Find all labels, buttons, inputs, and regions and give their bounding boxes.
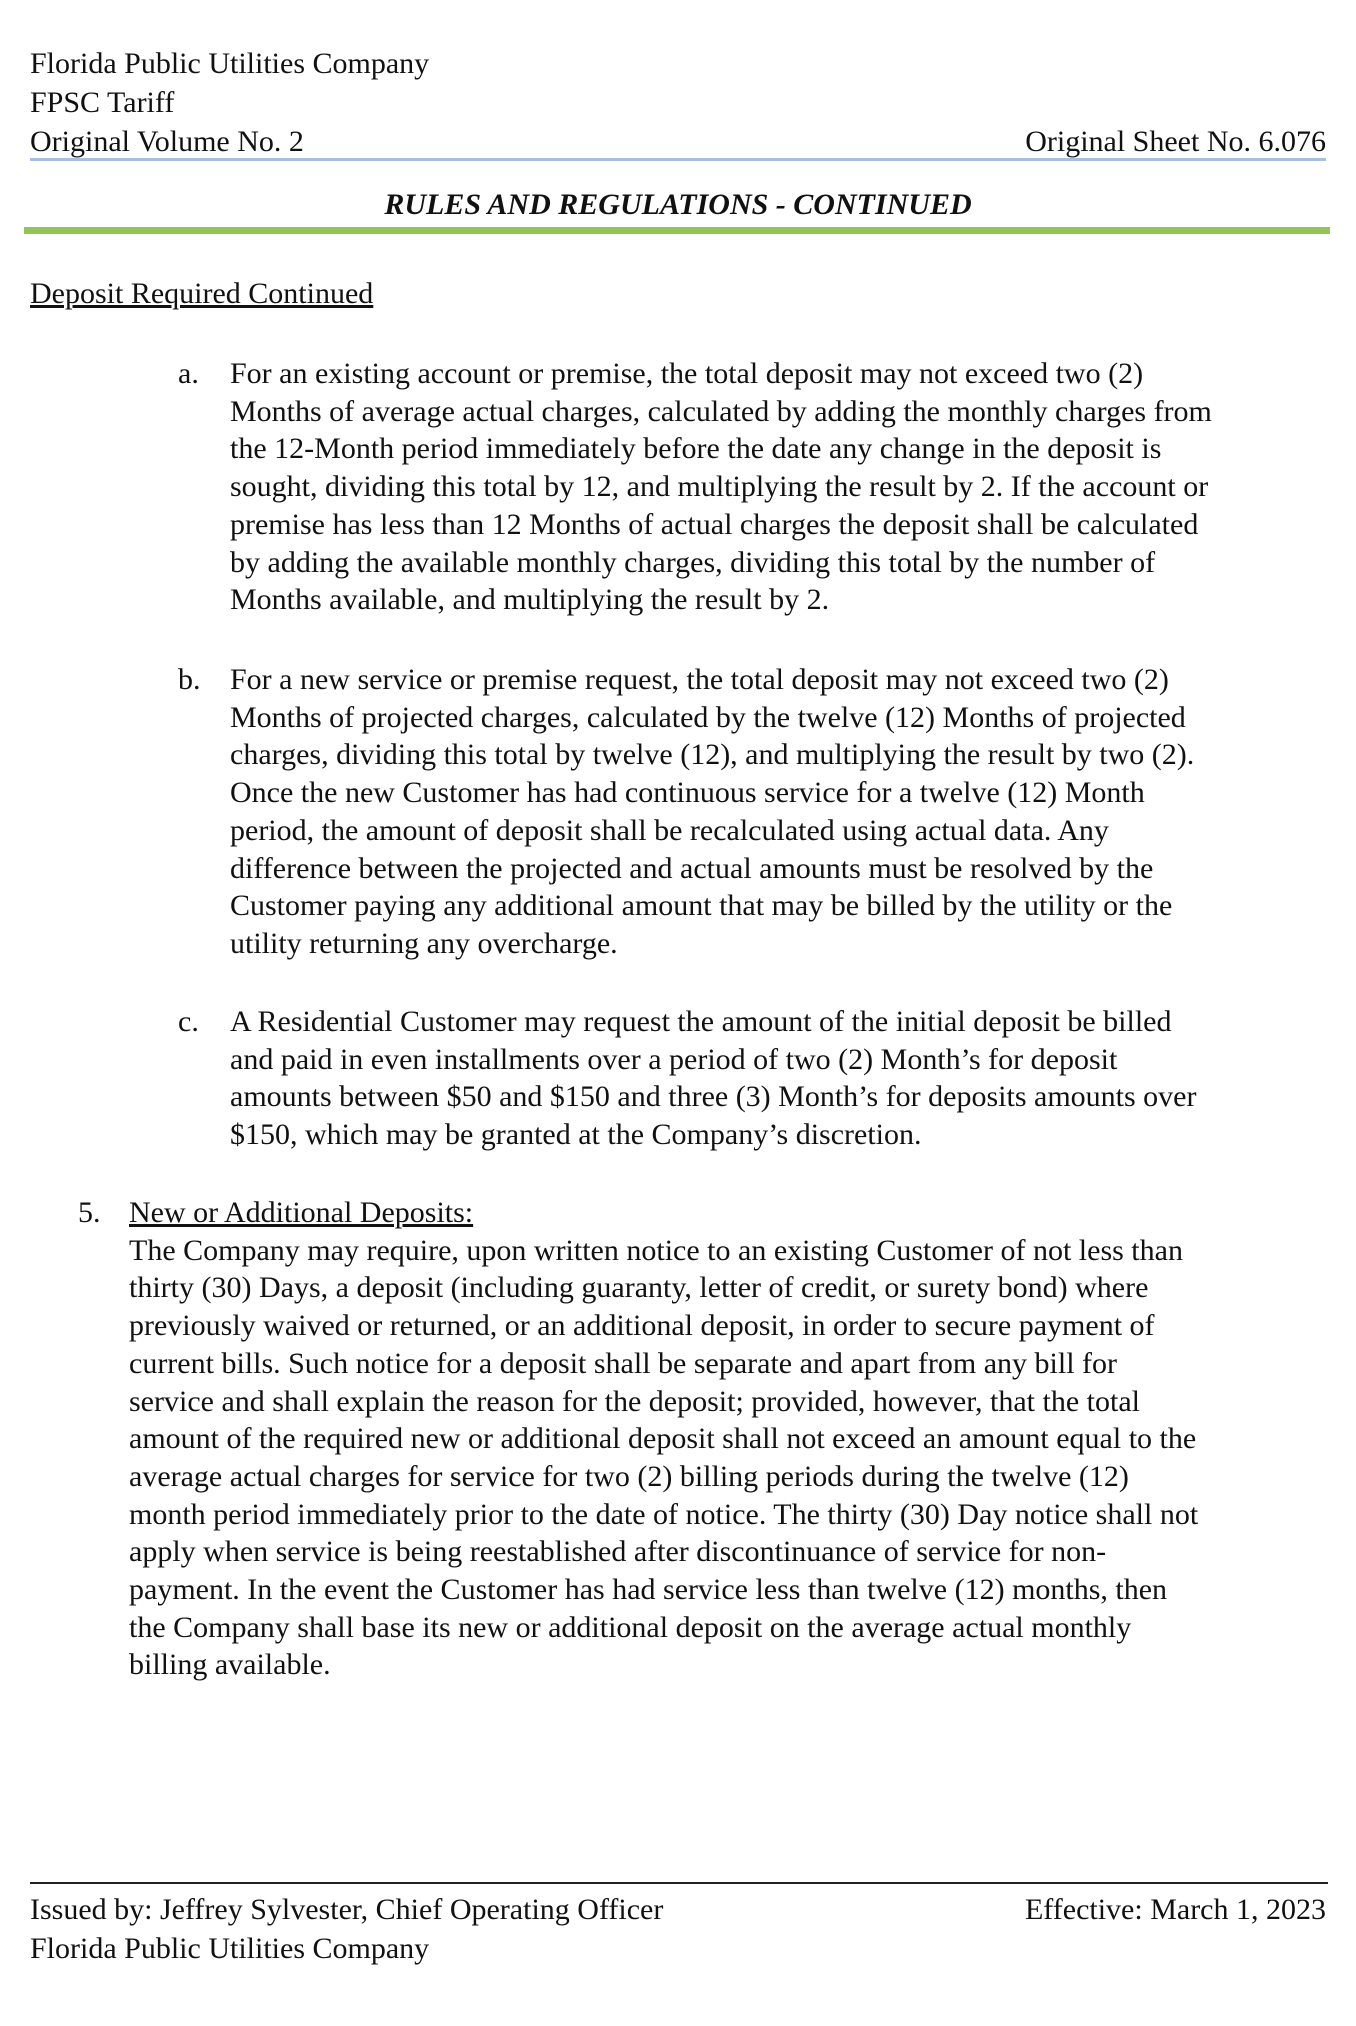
text-line: service and shall explain the reason for the deposit; provided, however, that the total [129,1384,1140,1418]
footer-company: Florida Public Utilities Company [30,1932,430,1965]
text-line: A Residential Customer may request the amount of the initial deposit be billed [230,1005,1172,1038]
list-marker: a. [178,357,199,390]
text-line: and paid in even installments over a period of two (2) Month’s for deposit [230,1042,1118,1076]
item-heading: New or Additional Deposits: [129,1196,474,1229]
text-line: amount of the required new or additional deposit shall not exceed an amount equal to the [129,1422,1197,1456]
header-company: Florida Public Utilities Company [30,47,430,80]
list-marker: b. [178,663,201,696]
text-line: Customer paying any additional amount that may be billed by the utility or the [230,889,1173,923]
text-line: Months available, and multiplying the result by 2. [230,583,830,617]
list-marker: 5. [78,1196,101,1229]
text-line: average actual charges for service for two (2) billing periods during the twelve (12) [129,1459,1129,1493]
footer-issued-by: Issued by: Jeffrey Sylvester, Chief Operating Officer [30,1893,664,1926]
text-line: the 12-Month period immediately before the date any change in the deposit is [230,432,1162,466]
text-line: billing available. [129,1648,331,1682]
text-line: payment. In the event the Customer has had service less than twelve (12) months, then [129,1573,1168,1607]
list-item-text [230,355,1212,619]
text-line: Months of average actual charges, calculated by adding the monthly charges from [230,394,1212,428]
footer-effective-date: Effective: March 1, 2023 [1024,1893,1326,1926]
text-line: difference between the projected and actual amounts must be resolved by the [230,851,1154,885]
header-sheet-number: Original Sheet No. 6.076 [1025,125,1326,158]
list-item-text [230,1003,1196,1154]
text-line: For an existing account or premise, the total deposit may not exceed two (2) [230,357,1144,390]
text-line: For a new service or premise request, the total deposit may not exceed two (2) [230,663,1169,696]
header-tariff: FPSC Tariff [30,86,175,119]
text-line: The Company may require, upon written notice to an existing Customer of not less than [129,1233,1183,1267]
text-line: amounts between $50 and $150 and three (3) Month’s for deposits amounts over [230,1080,1197,1114]
page-header [30,44,1326,161]
item-body [129,1232,1198,1684]
text-line: charges, dividing this total by twelve (12), and multiplying the result by two (2). [230,738,1195,772]
text-line: previously waived or returned, or an additional deposit, in order to secure payment of [129,1309,1155,1343]
list-marker: c. [178,1005,199,1038]
text-line: premise has less than 12 Months of actual charges the deposit shall be calculated [230,507,1199,541]
text-line: apply when service is being reestablished after discontinuance of service for non- [129,1535,1107,1569]
section-title: RULES AND REGULATIONS - CONTINUED [384,188,972,221]
text-line: by adding the available monthly charges, dividing this total by the number of [230,545,1156,579]
text-line: current bills. Such notice for a deposit shall be separate and apart from any bill for [129,1346,1118,1380]
text-line: Once the new Customer has had continuous service for a twelve (12) Month [230,776,1145,810]
text-line: Months of projected charges, calculated by the twelve (12) Months of projected [230,700,1186,734]
list-item-text [230,661,1194,963]
page-footer [30,1890,1326,1968]
footer-divider [30,1882,1328,1884]
footer-issued-row [30,1890,1326,1929]
header-divider [30,158,1326,161]
text-line: $150, which may be granted at the Company’s discretion. [230,1118,922,1152]
text-line: month period immediately prior to the date of notice. The thirty (30) Day notice shall not [129,1497,1199,1531]
text-line: thirty (30) Days, a deposit (including guaranty, letter of credit, or surety bond) where [129,1271,1149,1305]
header-volume: Original Volume No. 2 [30,125,304,158]
subheading-deposit-required: Deposit Required Continued [30,277,374,310]
title-divider [24,227,1330,234]
text-line: the Company shall base its new or additional deposit on the average actual monthly [129,1610,1132,1644]
text-line: utility returning any overcharge. [230,926,618,960]
text-line: period, the amount of deposit shall be recalculated using actual data. Any [230,813,1109,847]
header-volume-row [30,122,1326,161]
text-line: sought, dividing this total by 12, and multiplying the result by 2. If the account or [230,470,1209,504]
